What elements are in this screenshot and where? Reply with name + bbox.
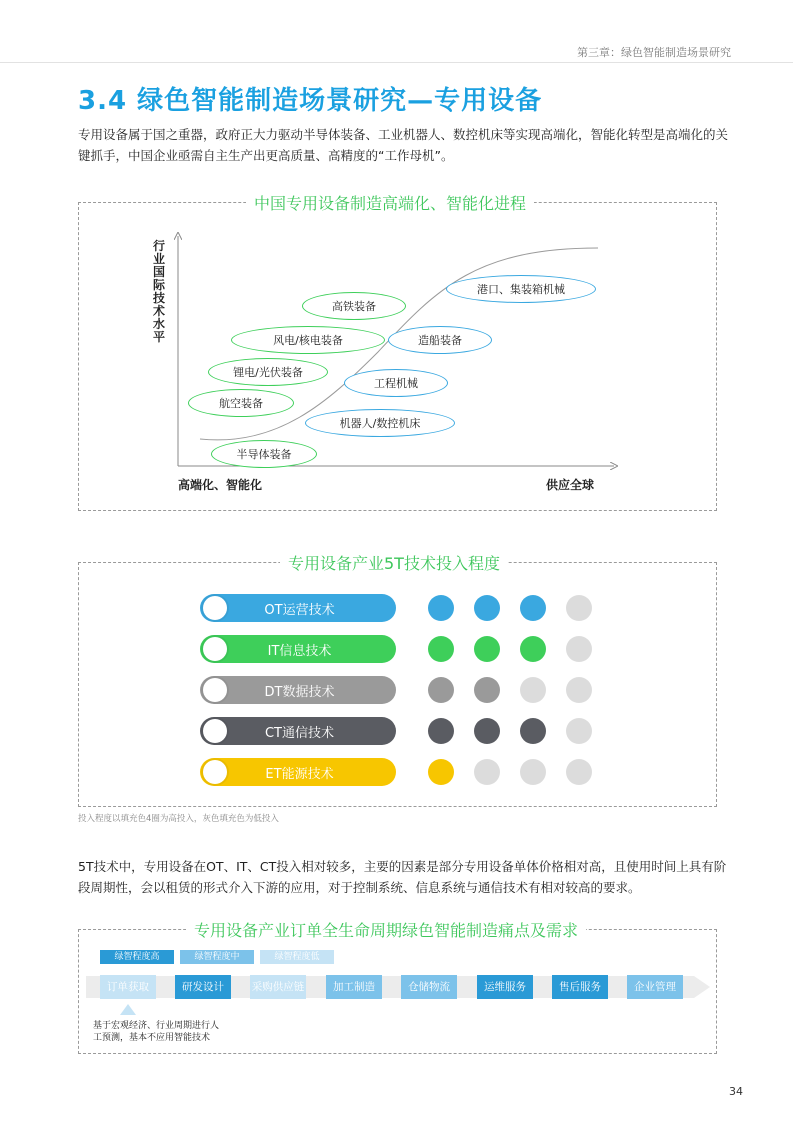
lifecycle-stage: 售后服务 — [552, 975, 608, 999]
investment-dot-empty — [520, 759, 546, 785]
blue-equipment-item: 港口、集装箱机械 — [446, 275, 596, 303]
blue-equipment-item: 造船装备 — [388, 326, 492, 354]
investment-dot-empty — [566, 595, 592, 621]
tech-chart-note: 投入程度以填充色4圈为高投入，灰色填充色为低投入 — [78, 814, 279, 824]
tech-label: ET能源技术 — [265, 766, 334, 782]
tech-pill — [200, 635, 396, 663]
green-equipment-item: 风电/核电装备 — [231, 326, 385, 354]
progress-chart-title: 中国专用设备制造高端化、智能化进程 — [246, 191, 534, 214]
callout-pointer-icon — [120, 1004, 136, 1016]
header-divider — [0, 62, 793, 63]
callout-line-2: 工预测，基本不应用智能技术 — [93, 1033, 211, 1043]
tech-chart-title: 专用设备产业5T技术投入程度 — [280, 551, 508, 574]
investment-dot-filled — [428, 718, 454, 744]
lifecycle-stage: 仓储物流 — [401, 975, 457, 999]
lifecycle-stage: 采购供应链 — [250, 975, 306, 999]
tech-label: OT运营技术 — [264, 602, 335, 618]
toggle-knob-icon — [203, 760, 227, 784]
investment-dot-empty — [566, 636, 592, 662]
tech-label: CT通信技术 — [264, 725, 335, 741]
tech-label: IT信息技术 — [267, 643, 332, 659]
toggle-knob-icon — [203, 596, 227, 620]
page-number: 34 — [729, 1085, 743, 1098]
investment-dot-filled — [520, 595, 546, 621]
lifecycle-callout — [93, 1020, 219, 1044]
page-title: 3.4 绿色智能制造场景研究—专用设备 — [78, 86, 543, 116]
investment-dot-filled — [474, 595, 500, 621]
investment-dot-filled — [428, 636, 454, 662]
toggle-knob-icon — [203, 637, 227, 661]
lifecycle-stage: 运维服务 — [477, 975, 533, 999]
legend-chip: 绿智程度高 — [100, 950, 174, 964]
green-equipment-item: 半导体装备 — [211, 440, 317, 468]
tech-pill — [200, 717, 396, 745]
investment-dot-filled — [428, 759, 454, 785]
tech-chart-frame — [78, 562, 717, 807]
investment-dot-filled — [474, 636, 500, 662]
tech-pill — [200, 676, 396, 704]
lifecycle-stage: 加工制造 — [326, 975, 382, 999]
investment-dot-filled — [520, 636, 546, 662]
callout-line-1: 基于宏观经济、行业周期进行人 — [93, 1021, 220, 1031]
intro-paragraph: 专用设备属于国之重器，政府正大力驱动半导体装备、工业机器人、数控机床等实现高端化，智能化转型是高端化的关键抓手，中国企业亟需自主生产出更高质量、高精度的“工作母机”。 — [78, 127, 729, 163]
investment-dot-filled — [520, 718, 546, 744]
chapter-header: 第三章：绿色智能制造场景研究 — [577, 46, 731, 59]
investment-dot-empty — [566, 759, 592, 785]
tech-pill — [200, 594, 396, 622]
toggle-knob-icon — [203, 678, 227, 702]
investment-dot-empty — [566, 718, 592, 744]
tech-label: DT数据技术 — [264, 684, 335, 700]
investment-dot-filled — [428, 677, 454, 703]
investment-dot-empty — [474, 759, 500, 785]
analysis-paragraph: 5T技术中，专用设备在OT、IT、CT投入相对较多，主要的因素是部分专用设备单体价格相对高，且使用时间上具有阶段周期性，会以租赁的形式介入下游的应用，对于控制系统、信息系统与通信技术有相对较高的要求。 — [78, 859, 727, 895]
tech-pill — [200, 758, 396, 786]
green-equipment-item: 高铁装备 — [302, 292, 406, 320]
toggle-knob-icon — [203, 719, 227, 743]
investment-dot-empty — [566, 677, 592, 703]
lifecycle-title: 专用设备产业订单全生命周期绿色智能制造痛点及需求 — [186, 918, 586, 941]
investment-dot-filled — [474, 718, 500, 744]
green-equipment-item: 锂电/光伏装备 — [208, 358, 328, 386]
x-axis-right-label: 供应全球 — [546, 478, 595, 492]
y-axis-label: 行业国际技术水平 — [152, 239, 165, 344]
legend-chip: 绿智程度中 — [180, 950, 254, 964]
lifecycle-stage: 企业管理 — [627, 975, 683, 999]
legend-chip: 绿智程度低 — [260, 950, 334, 964]
investment-dot-empty — [520, 677, 546, 703]
x-axis-left-label: 高端化、智能化 — [178, 478, 263, 492]
green-equipment-item: 航空装备 — [188, 389, 294, 417]
investment-dot-filled — [428, 595, 454, 621]
blue-equipment-item: 工程机械 — [344, 369, 448, 397]
lifecycle-stage: 订单获取 — [100, 975, 156, 999]
blue-equipment-item: 机器人/数控机床 — [305, 409, 455, 437]
progress-chart — [78, 202, 715, 509]
lifecycle-stage: 研发设计 — [175, 975, 231, 999]
investment-dot-filled — [474, 677, 500, 703]
